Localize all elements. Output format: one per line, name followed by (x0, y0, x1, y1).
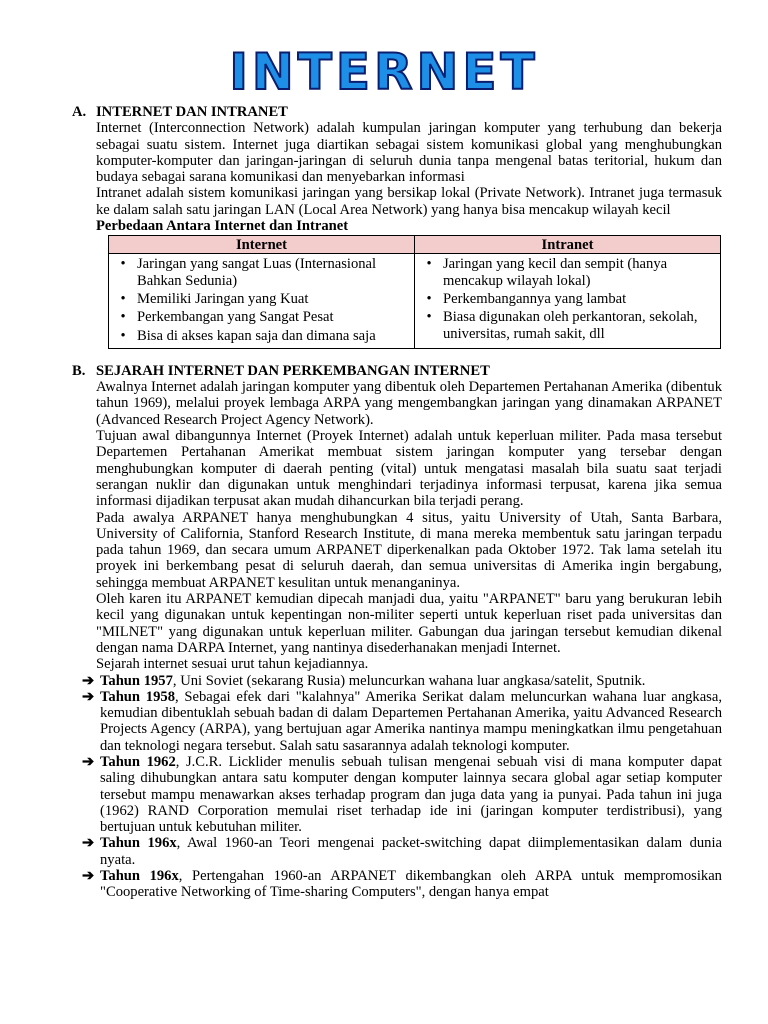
section-b-body (96, 379, 722, 672)
timeline-year: Tahun 196x (100, 868, 179, 885)
timeline-item (82, 868, 722, 901)
timeline-text: , Pertengahan 1960-an ARPANET dikembangkan oleh ARPA untuk mempromosikan "Cooperative Networking of Time-sharing Computers", dengan hanya empat (100, 868, 722, 901)
list-item: • Perkembangan yang Sangat Pesat (109, 309, 412, 325)
history-paragraph: Tujuan awal dibangunnya Internet (Proyek Internet) adalah untuk keperluan militer. Pada masa tersebut Departemen Pertahanan Amerikat membuat sistem jaringan komputer yang tersebar dengan menghubungkan komputer di daerah penting (vital) untuk mengatasi masalah bila suatu saat terjadi serangan nuklir dan digunakan untuk menghindari terjadinya informasi terpusat, karena jika semua informasi dijadikan terpusat akan mudah dihancurkan bila terjadi perang. (96, 428, 722, 510)
timeline-item (82, 754, 722, 835)
arrow-right-icon: ➔ (82, 868, 95, 885)
history-paragraph: Awalnya Internet adalah jaringan komputer yang dibentuk oleh Departemen Pertahanan Amerika (dibentuk tahun 1969), melalui proyek lembaga ARPA yang mengembangkan jaringan yang dinamakan ARPANET (Advanced Research Project Agency Network). (96, 379, 722, 428)
timeline-text: , Sebagai efek dari "kalahnya" Amerika Serikat dalam meluncurkan wahana luar angkasa, kemudian dibentuklah sebuah badan di dalam Departemen Pertahanan Amerika, yaitu Advanced Research Projects Agency (ARPA), yang bertujuan agar Amerika nantinya mampu meningkatkan ilmu pengetahuan dan teknologi negara tersebut. Salah satu sasarannya adalah teknologi komputer. (100, 688, 722, 754)
bullet-icon: • (426, 256, 432, 273)
table-caption: Perbedaan Antara Internet dan Intranet (96, 218, 349, 235)
bullet-icon: • (120, 327, 126, 344)
bullet-icon: • (120, 256, 126, 273)
section-b-heading (72, 363, 722, 379)
section-a-title: INTERNET DAN INTRANET (96, 104, 288, 120)
list-item: • Biasa digunakan oleh perkantoran, sekolah, universitas, rumah sakit, dll (415, 309, 718, 342)
comparison-table (108, 235, 721, 348)
intranet-definition: Intranet adalah sistem komunikasi jaringan yang bersikap lokal (Private Network). Intranet juga termasuk ke dalam salah satu jaringan LAN (Local Area Network) yang hanya bisa mencakup wilayah kecil (96, 185, 722, 218)
list-item: • Memiliki Jaringan yang Kuat (109, 291, 412, 307)
timeline-item (82, 689, 722, 754)
table-header-intranet: Intranet (415, 236, 721, 254)
timeline-text: , Awal 1960-an Teori mengenai packet-switching dapat diimplementasikan dalam dunia nyata. (100, 835, 722, 868)
arrow-right-icon: ➔ (82, 688, 95, 705)
arrow-right-icon: ➔ (82, 835, 95, 852)
list-item: • Perkembangannya yang lambat (415, 291, 718, 307)
timeline-intro: Sejarah internet sesuai urut tahun kejadiannya. (96, 656, 369, 673)
bullet-icon: • (426, 309, 432, 326)
bullet-icon: • (120, 290, 126, 307)
internet-column (109, 254, 415, 348)
table-header-internet: Internet (109, 236, 415, 254)
arrow-right-icon: ➔ (82, 753, 95, 770)
timeline-year: Tahun 1962 (100, 753, 176, 770)
timeline-item (82, 673, 722, 689)
list-item: • Jaringan yang kecil dan sempit (hanya mencakup wilayah lokal) (415, 256, 718, 289)
timeline-list (72, 673, 722, 901)
section-a-heading (72, 104, 722, 120)
internet-definition: Internet (Interconnection Network) adalah kumpulan jaringan komputer yang terhubung dan bekerja sebagai suatu sistem. Internet juga diartikan sebagai sistem komunikasi global yang menghubungkan komputer-komputer dan jaringan-jaringan di seluruh dunia tanpa mengenal batas teritorial, hukum dan budaya sebagai sarana komunikasi dan menyebarkan informasi (96, 120, 722, 186)
bullet-icon: • (120, 309, 126, 326)
history-paragraph: Oleh karen itu ARPANET kemudian dipecah manjadi dua, yaitu "ARPANET" baru yang berukuran lebih kecil yang digunakan untuk kepentingan non-militer seperti untuk keperluan riset pada universitas dan "MILNET" yang digunakan untuk keperluan militer. Gabungan dua jaringan tersebut kemudian dikenal dengan nama DARPA Internet, yang nantinya disederhanakan menjadi Internet. (96, 591, 722, 656)
section-b-title: SEJARAH INTERNET DAN PERKEMBANGAN INTERNET (96, 362, 490, 379)
intranet-column (415, 254, 721, 348)
section-a-letter: A. (72, 104, 87, 120)
history-paragraph: Pada awalya ARPANET hanya menghubungkan 4 situs, yaitu University of Utah, Santa Barbara, University of California, Stanford Research Institute, di mana mereka membentuk satu jaringan terpadu pada tahun 1969, dan secara umum ARPANET diperkenalkan pada Oktober 1972. Tak lama setelah itu proyek ini berkembang pesat di seluruh daerah, dan semua universitas di Amerika ingin bergabung, sehingga membuat ARPANET kesulitan untuk menanganinya. (96, 509, 722, 591)
page-title: INTERNET (229, 43, 539, 101)
section-a-body (96, 120, 722, 234)
timeline-item (82, 835, 722, 868)
timeline-year: Tahun 196x (100, 835, 177, 852)
arrow-right-icon: ➔ (82, 672, 95, 689)
bullet-icon: • (426, 290, 432, 307)
timeline-text: , Uni Soviet (sekarang Rusia) meluncurkan wahana luar angkasa/satelit, Sputnik. (172, 672, 646, 689)
section-b-letter: B. (72, 362, 86, 379)
list-item: • Bisa di akses kapan saja dan dimana saja (109, 328, 412, 344)
timeline-year: Tahun 1957 (100, 672, 173, 689)
list-item: • Jaringan yang sangat Luas (Internasional Bahkan Sedunia) (109, 256, 412, 289)
timeline-text: , J.C.R. Licklider menulis sebuah tulisan mengenai sebuah visi di mana komputer dapat saling dihubungkan antara satu komputer dengan komputer lainnya secara global agar setiap komputer tersebut mampu menawarkan akses terhadap program dan juga data yang ia punyai. Pada tahun ini juga (1962) RAND Corporation memulai riset terhadap ide ini (jaringan komputer terdistribusi), yang bertujuan untuk kebutuhan militer. (100, 753, 722, 836)
document-body (72, 104, 722, 901)
timeline-year: Tahun 1958 (100, 688, 175, 705)
